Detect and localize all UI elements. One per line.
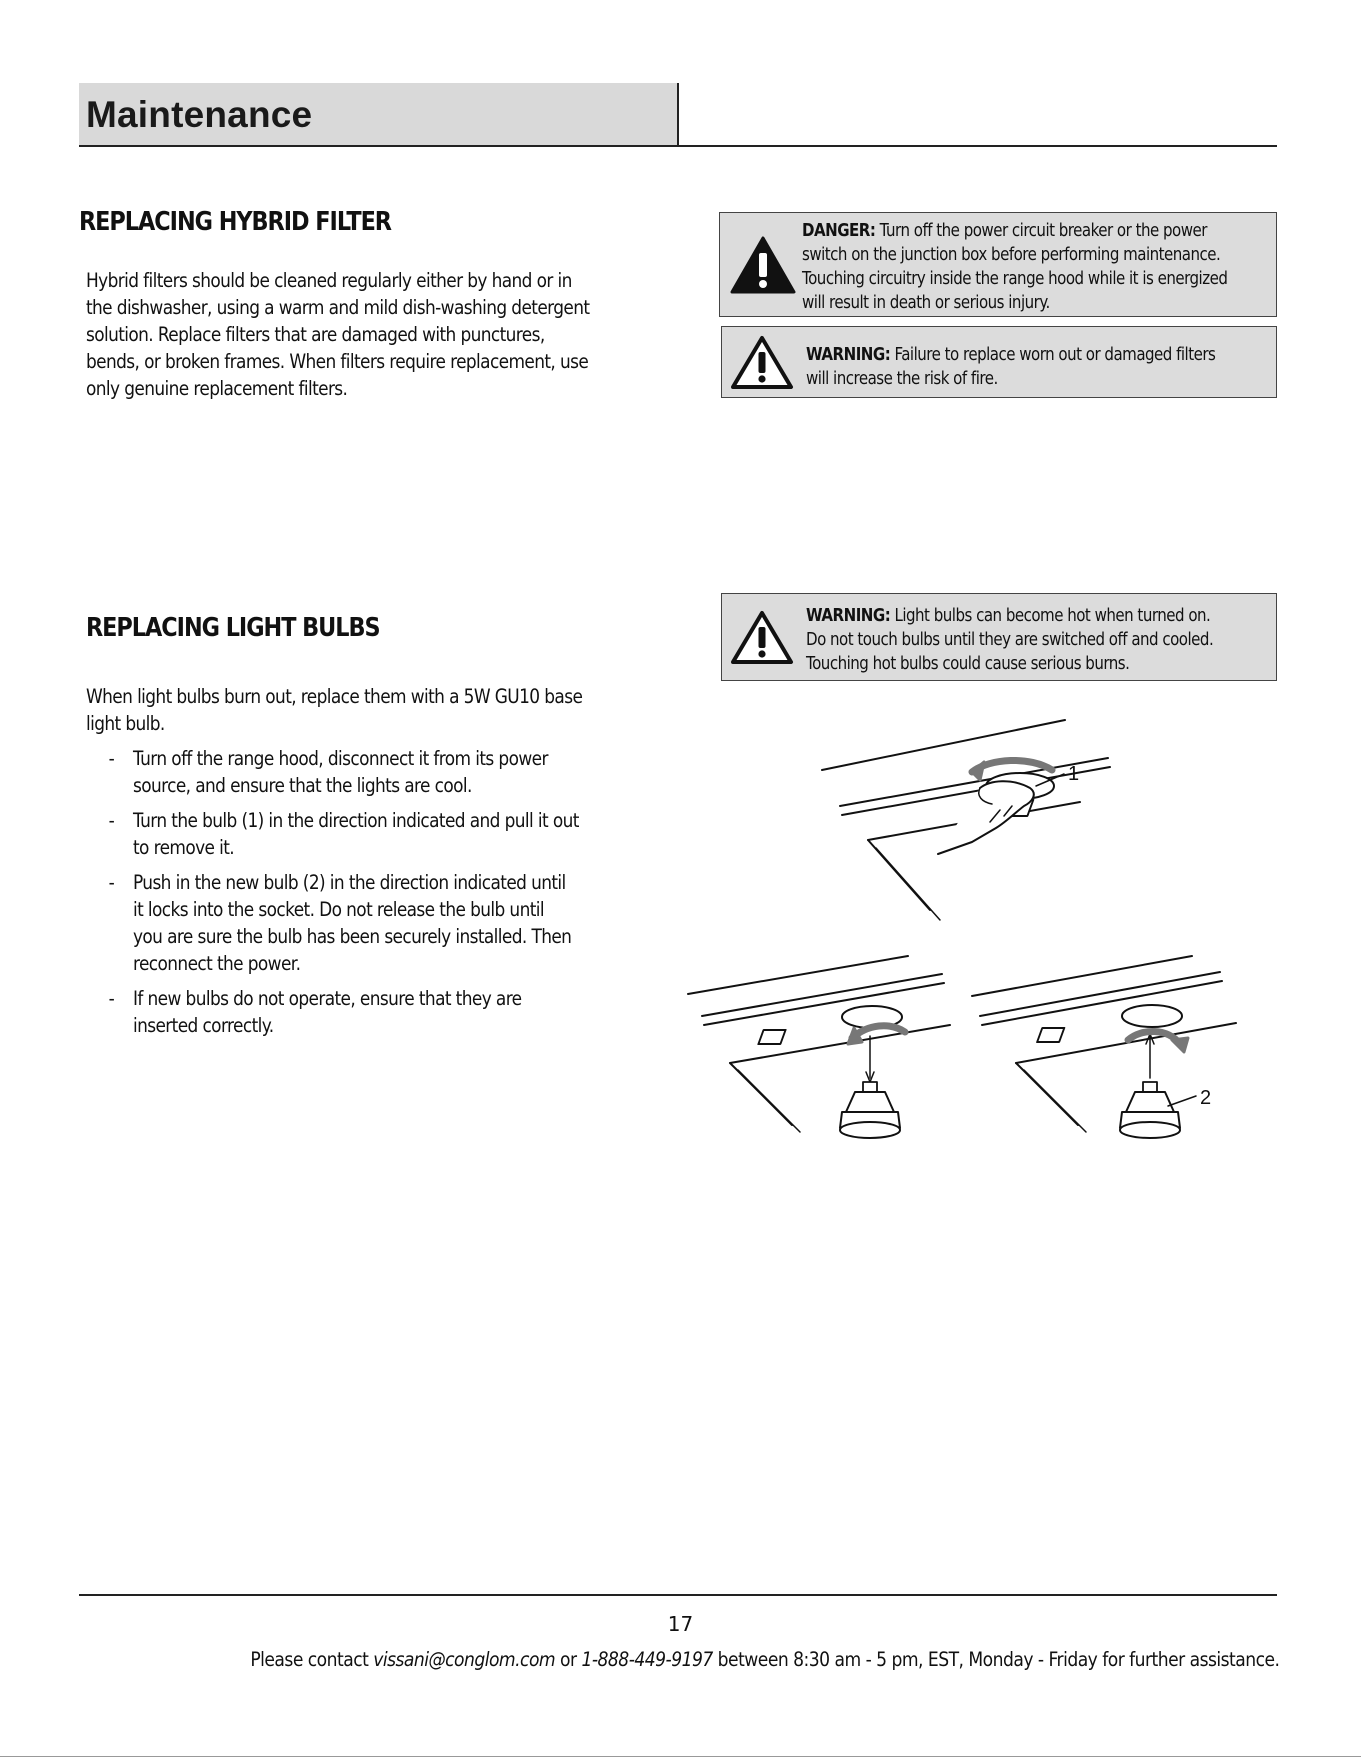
page-bottom-rule: [0, 1756, 1361, 1757]
section-heading-hybrid-filter: REPLACING HYBRID FILTER: [79, 207, 391, 237]
footer-contact-line: Please contact vissani@conglom.com or 1-888-449-9197 between 8:30 am - 5 pm, EST, Monday - Friday for further assistance.: [249, 1648, 1279, 1671]
danger-line: Turn off the power circuit breaker or the power: [875, 221, 1207, 241]
intro-line: When light bulbs burn out, replace them with a 5W GU10 base: [86, 685, 583, 708]
warning-label: WARNING:: [806, 606, 891, 626]
section-heading-light-bulbs: REPLACING LIGHT BULBS: [86, 613, 380, 643]
danger-triangle-icon: [729, 235, 797, 295]
warning-filters-text: [806, 343, 1215, 391]
light-bulbs-instructions: [86, 683, 712, 1047]
danger-line: Touching circuitry inside the range hood while it is energized: [802, 269, 1228, 289]
bulb-replacement-illustration: [680, 710, 1280, 1150]
callout-label-1: 1: [1068, 763, 1080, 785]
list-item: - Push in the new bulb (2) in the direction indicated until it locks into the socket. Do not release the bulb until you are sure the bulb has been securely installed. Then reconnect the power.: [108, 871, 572, 975]
bulb-install-diagram: [972, 956, 1236, 1138]
hybrid-filter-paragraph: [86, 267, 712, 402]
bulb-removed-diagram: [688, 956, 950, 1138]
intro-line: light bulb.: [86, 712, 165, 735]
paragraph-line: bends, or broken frames. When filters require replacement, use: [86, 350, 589, 373]
warning-label: WARNING:: [806, 345, 891, 365]
warning-line: Do not touch bulbs until they are switched off and cooled.: [806, 630, 1214, 650]
page-title: Maintenance: [86, 94, 313, 135]
paragraph-line: the dishwasher, using a warm and mild dish-washing detergent: [86, 296, 590, 319]
paragraph-line: only genuine replacement filters.: [86, 377, 348, 400]
contact-phone: 1-888-449-9197: [581, 1648, 713, 1671]
list-item: - Turn off the range hood, disconnect it from its power source, and ensure that the lights are cool.: [108, 747, 548, 797]
warning-triangle-icon: [730, 609, 794, 665]
warning-bulbs-text: [806, 604, 1213, 676]
paragraph-line: Hybrid filters should be cleaned regularly either by hand or in: [86, 269, 572, 292]
danger-label: DANGER:: [802, 221, 876, 241]
steps-list: [86, 745, 712, 1039]
footer-divider: [79, 1594, 1277, 1596]
paragraph-line: solution. Replace filters that are damaged with punctures,: [86, 323, 545, 346]
warning-line: will increase the risk of fire.: [806, 369, 998, 389]
header-divider: [79, 145, 1277, 147]
callout-label-2: 2: [1200, 1087, 1212, 1109]
danger-line: will result in death or serious injury.: [802, 293, 1050, 313]
remove-bulb-diagram: [822, 720, 1110, 920]
warning-line: Touching hot bulbs could cause serious burns.: [806, 654, 1130, 674]
warning-alert-box-bulbs: [721, 593, 1277, 681]
list-item: - Turn the bulb (1) in the direction indicated and pull it out to remove it.: [108, 809, 579, 859]
danger-text: [802, 219, 1227, 315]
warning-line: Light bulbs can become hot when turned on.: [890, 606, 1211, 626]
warning-triangle-icon: [730, 334, 794, 390]
danger-line: switch on the junction box before performing maintenance.: [802, 245, 1221, 265]
page-number: 17: [667, 1612, 694, 1636]
warning-alert-box-filters: [721, 326, 1277, 398]
danger-alert-box: [719, 212, 1277, 317]
contact-email: vissani@conglom.com: [372, 1648, 555, 1671]
warning-line: Failure to replace worn out or damaged filters: [890, 345, 1216, 365]
list-item: - If new bulbs do not operate, ensure that they are inserted correctly.: [108, 987, 522, 1037]
